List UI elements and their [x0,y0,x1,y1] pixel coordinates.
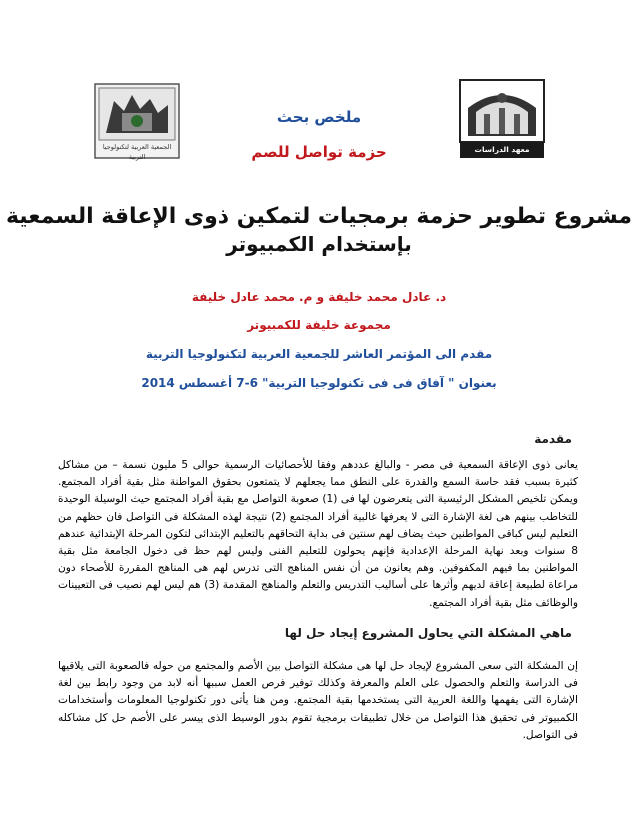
summary-title: ملخص بحث [276,108,362,126]
conference-theme: بعنوان " آفاق فى فى تكنولوجيا التربية" 6-7 أغسطس 2014 [141,376,497,390]
problem-heading: ماهي المشكلة التي يحاول المشروع إيجاد حل لها [284,626,572,640]
organization: مجموعة خليفة للكمبيوتر [247,318,391,332]
authors: د. عادل محمد خليفة و م. محمد عادل خليفة [191,290,447,304]
project-title-line2: بإستخدام الكمبيوتر [226,232,412,256]
summary-subtitle: حزمة تواصل للصم [251,143,387,161]
problem-paragraph: إن المشكلة التى سعى المشروع لإيجاد حل لها هى مشكلة التواصل بين الأصم والمجتمع من حوله فالصعوبة التى يلاقيها فى الدراسة والتعلم والحصول على العلم والمعرفة وكذلك توفير فرص العمل سببها أنه لابد من وجود رابط بين لغة الإشارة التى يفهمها واللغة العربية التى يستخدمها بقية المجتمع. ومن هنا يأتى دور تكنولوجيا المعلومات وأستخدامات الكمبيوتر فى تحقيق هذا التواصل من خلال تطبيقات برمجية تقوم بدور الوسيط الذى ييسر على الأصم حل كل مشاكله فى التواصل. [58,660,578,741]
conference-line: مقدم الى المؤتمر العاشر للجمعية العربية لتكنولوجيا التربية [145,347,493,361]
intro-paragraph: يعانى ذوى الإعاقة السمعية فى مصر - والبالغ عددهم وفقا للأحصائيات الرسمية حوالى 5 مليون نسمة – من مشاكل كثيرة بسبب فقد حاسة السمع والقدرة على النطق مما يجعلهم لا يتمتعون بحقوق المواطنة مثل بقية أفراد المجتمع. ويمكن تلخيص المشكل الرئيسية التى يتعرضون لها فى (1) صعوبة التواصل مع بقية أفراد المجتمع حيث الوسيلة الوحيدة للتخاطب بينهم هى لغة الإشارة التى لا يعرفها غالبية أفراد المجتمع (2) نتيجة لهذه المشكلة فى التواصل فان حظهم من التعليم ليس كباقى المواطنين حيث يضاف لهم سنتين فى بداية التحاقهم بالتعليم الإبتدائى لتكون المرحلة الإبتدائية عندهم 8 سنوات وبعد نهاية المرحلة الإعدادية فإنهم يحولون للتعليم الفنى وليس لهم حظ فى دخول الجامعة مثل بقية المواطنين بما فيهم المكفوفين. وهم يعانون من أن نفس المناهج التى تدرس لهم هى المناهج المقررة للأصحاء دون مراعاة لطبيعة إعاقة لديهم وأثرها على أساليب التدريس والتعلم والمناهج المقدمة (3) هم ليس لهم نصيب فى التعيينات والوظائف مثل بقية أفراد المجتمع. [58,459,578,609]
logo-left-caption: الجمعية العربية لتكنولوجيا التربية [102,143,172,161]
intro-heading: مقدمة [534,432,572,446]
project-title-line1: مشروع تطوير حزمة برمجيات لتمكين ذوى الإعاقة السمعية [5,204,633,229]
logo-right-caption: معهد الدراسات التربوية [474,145,530,170]
